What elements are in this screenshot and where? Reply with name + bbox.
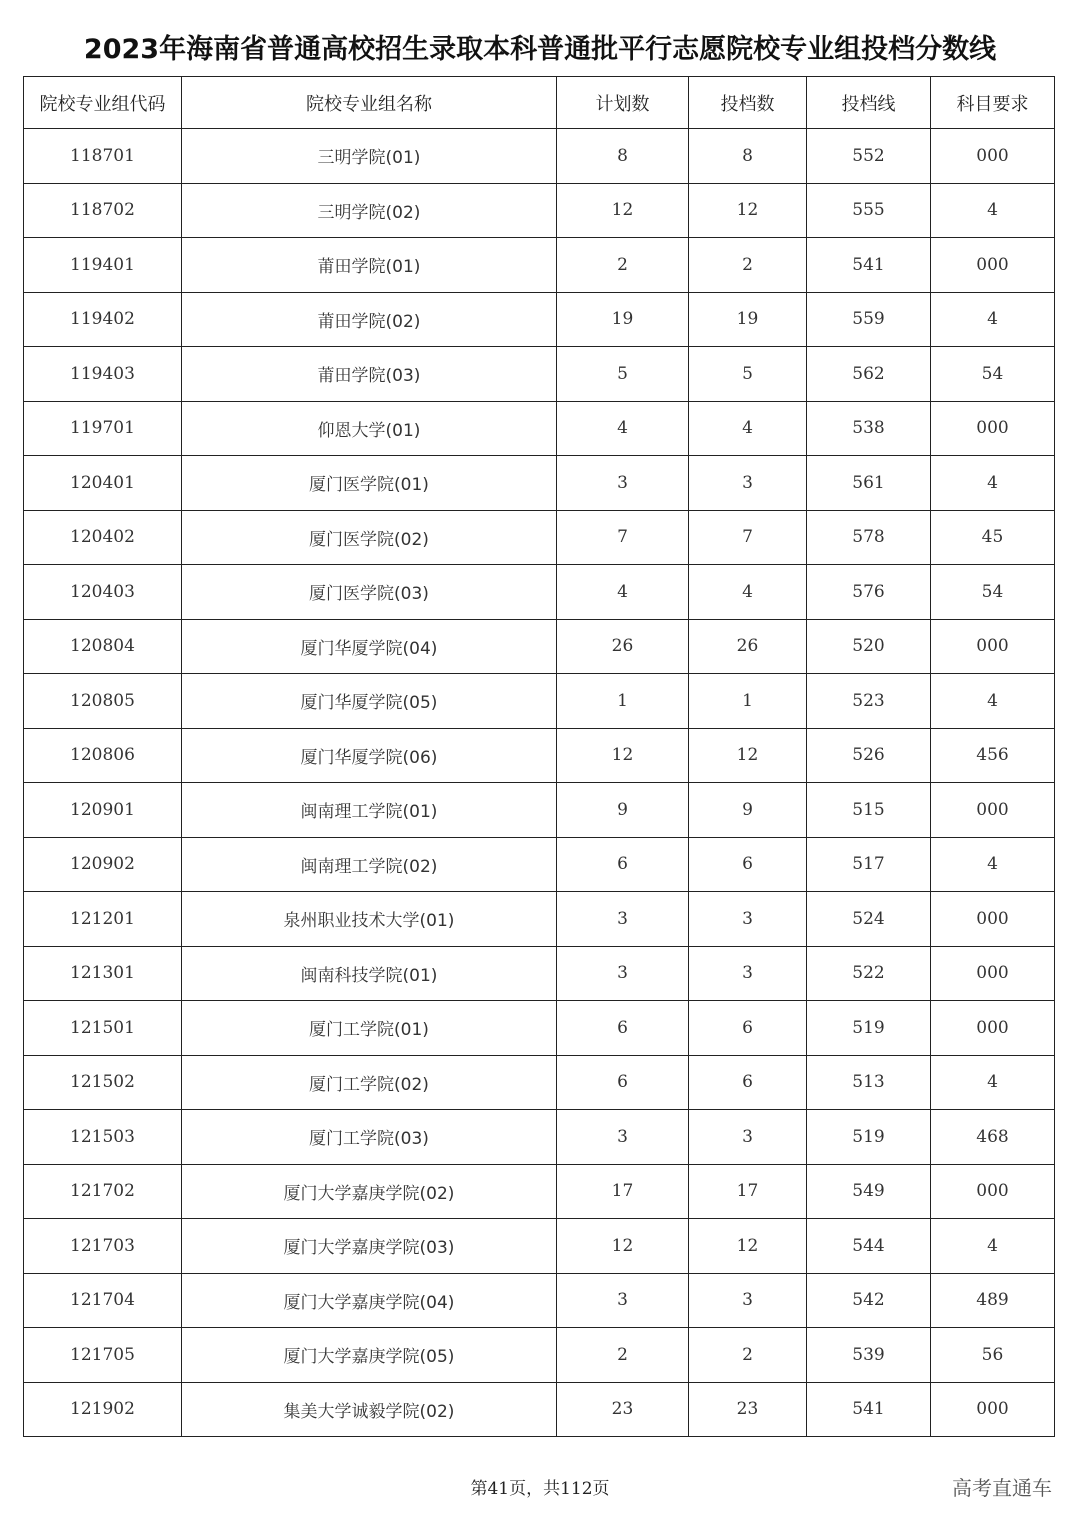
group-code-cell: 119401	[24, 238, 182, 293]
score-line-cell: 539	[807, 1328, 931, 1383]
table-row	[24, 674, 1055, 729]
header-admit-count: 投档数	[689, 77, 807, 129]
table-row	[24, 1001, 1055, 1056]
subject-req-cell: 468	[931, 1110, 1055, 1165]
subject-req-cell: 000	[931, 1382, 1055, 1437]
admit-count-cell: 12	[689, 183, 807, 238]
plan-count-cell: 9	[557, 783, 689, 838]
subject-req-cell: 56	[931, 1328, 1055, 1383]
subject-req-cell: 4	[931, 674, 1055, 729]
score-line-cell: 542	[807, 1273, 931, 1328]
group-code-cell: 118701	[24, 129, 182, 184]
score-line-cell: 578	[807, 510, 931, 565]
group-code-cell: 119701	[24, 401, 182, 456]
plan-count-cell: 26	[557, 619, 689, 674]
group-name-cell: 厦门工学院(02)	[182, 1055, 557, 1110]
plan-count-cell: 3	[557, 1273, 689, 1328]
subject-req-cell: 000	[931, 946, 1055, 1001]
group-code-cell: 121705	[24, 1328, 182, 1383]
group-code-cell: 120902	[24, 837, 182, 892]
plan-count-cell: 7	[557, 510, 689, 565]
header-score-line: 投档线	[807, 77, 931, 129]
plan-count-cell: 3	[557, 1110, 689, 1165]
table-row	[24, 456, 1055, 511]
group-name-cell: 三明学院(02)	[182, 183, 557, 238]
group-code-cell: 120901	[24, 783, 182, 838]
plan-count-cell: 6	[557, 837, 689, 892]
table-row	[24, 1055, 1055, 1110]
subject-req-cell: 54	[931, 347, 1055, 402]
group-code-cell: 119402	[24, 292, 182, 347]
admit-count-cell: 6	[689, 1055, 807, 1110]
subject-req-cell: 000	[931, 892, 1055, 947]
group-code-cell: 121501	[24, 1001, 182, 1056]
admit-count-cell: 6	[689, 837, 807, 892]
score-line-cell: 541	[807, 238, 931, 293]
admit-count-cell: 4	[689, 565, 807, 620]
header-subject-req: 科目要求	[931, 77, 1055, 129]
subject-req-cell: 000	[931, 238, 1055, 293]
table-row	[24, 783, 1055, 838]
table-row	[24, 1110, 1055, 1165]
score-line-cell: 526	[807, 728, 931, 783]
group-name-cell: 三明学院(01)	[182, 129, 557, 184]
score-line-cell: 561	[807, 456, 931, 511]
group-code-cell: 121902	[24, 1382, 182, 1437]
admit-count-cell: 2	[689, 1328, 807, 1383]
subject-req-cell: 4	[931, 837, 1055, 892]
table-row	[24, 946, 1055, 1001]
header-row	[24, 77, 1055, 129]
document-title: 2023年海南省普通高校招生录取本科普通批平行志愿院校专业组投档分数线	[83, 34, 997, 65]
subject-req-cell: 000	[931, 1001, 1055, 1056]
group-code-cell: 121503	[24, 1110, 182, 1165]
score-line-cell: 555	[807, 183, 931, 238]
admit-count-cell: 1	[689, 674, 807, 729]
group-name-cell: 厦门大学嘉庚学院(03)	[182, 1219, 557, 1274]
score-line-cell: 520	[807, 619, 931, 674]
score-line-cell: 576	[807, 565, 931, 620]
group-name-cell: 厦门华厦学院(04)	[182, 619, 557, 674]
score-line-cell: 538	[807, 401, 931, 456]
plan-count-cell: 12	[557, 728, 689, 783]
score-line-cell: 522	[807, 946, 931, 1001]
subject-req-cell: 000	[931, 129, 1055, 184]
plan-count-cell: 12	[557, 183, 689, 238]
plan-count-cell: 6	[557, 1055, 689, 1110]
admit-count-cell: 12	[689, 1219, 807, 1274]
plan-count-cell: 5	[557, 347, 689, 402]
group-code-cell: 121301	[24, 946, 182, 1001]
admit-count-cell: 7	[689, 510, 807, 565]
admit-count-cell: 3	[689, 1273, 807, 1328]
table-row	[24, 837, 1055, 892]
admit-count-cell: 3	[689, 946, 807, 1001]
admit-count-cell: 6	[689, 1001, 807, 1056]
table-row	[24, 238, 1055, 293]
plan-count-cell: 6	[557, 1001, 689, 1056]
subject-req-cell: 4	[931, 1219, 1055, 1274]
group-code-cell: 118702	[24, 183, 182, 238]
score-line-cell: 519	[807, 1001, 931, 1056]
table-row	[24, 129, 1055, 184]
table-row	[24, 347, 1055, 402]
subject-req-cell: 456	[931, 728, 1055, 783]
page-footer: 第41页，共112页	[470, 1479, 610, 1499]
score-line-cell: 517	[807, 837, 931, 892]
group-name-cell: 集美大学诚毅学院(02)	[182, 1382, 557, 1437]
group-code-cell: 120805	[24, 674, 182, 729]
admit-count-cell: 23	[689, 1382, 807, 1437]
admit-count-cell: 3	[689, 456, 807, 511]
group-name-cell: 莆田学院(03)	[182, 347, 557, 402]
score-table	[23, 76, 1055, 1437]
plan-count-cell: 8	[557, 129, 689, 184]
plan-count-cell: 4	[557, 401, 689, 456]
group-code-cell: 120804	[24, 619, 182, 674]
group-code-cell: 120402	[24, 510, 182, 565]
group-name-cell: 闽南理工学院(01)	[182, 783, 557, 838]
table-row	[24, 401, 1055, 456]
subject-req-cell: 000	[931, 401, 1055, 456]
plan-count-cell: 4	[557, 565, 689, 620]
plan-count-cell: 12	[557, 1219, 689, 1274]
group-code-cell: 121702	[24, 1164, 182, 1219]
subject-req-cell: 000	[931, 1164, 1055, 1219]
score-line-cell: 552	[807, 129, 931, 184]
table-row	[24, 292, 1055, 347]
group-name-cell: 莆田学院(01)	[182, 238, 557, 293]
group-name-cell: 厦门工学院(03)	[182, 1110, 557, 1165]
header-group-code: 院校专业组代码	[24, 77, 182, 129]
group-code-cell: 121201	[24, 892, 182, 947]
admit-count-cell: 2	[689, 238, 807, 293]
plan-count-cell: 2	[557, 238, 689, 293]
admit-count-cell: 12	[689, 728, 807, 783]
admit-count-cell: 8	[689, 129, 807, 184]
score-line-cell: 513	[807, 1055, 931, 1110]
score-line-cell: 549	[807, 1164, 931, 1219]
group-code-cell: 120403	[24, 565, 182, 620]
plan-count-cell: 23	[557, 1382, 689, 1437]
table-row	[24, 1164, 1055, 1219]
plan-count-cell: 3	[557, 892, 689, 947]
table-row	[24, 728, 1055, 783]
subject-req-cell: 4	[931, 183, 1055, 238]
subject-req-cell: 4	[931, 1055, 1055, 1110]
admit-count-cell: 3	[689, 1110, 807, 1165]
subject-req-cell: 4	[931, 456, 1055, 511]
group-name-cell: 泉州职业技术大学(01)	[182, 892, 557, 947]
table-row	[24, 1382, 1055, 1437]
plan-count-cell: 3	[557, 946, 689, 1001]
subject-req-cell: 000	[931, 783, 1055, 838]
table-row	[24, 892, 1055, 947]
group-code-cell: 121704	[24, 1273, 182, 1328]
group-code-cell: 121502	[24, 1055, 182, 1110]
score-line-cell: 515	[807, 783, 931, 838]
table-header	[24, 77, 1055, 129]
subject-req-cell: 4	[931, 292, 1055, 347]
group-code-cell: 121703	[24, 1219, 182, 1274]
admit-count-cell: 9	[689, 783, 807, 838]
table-row	[24, 1273, 1055, 1328]
table-row	[24, 183, 1055, 238]
score-line-cell: 523	[807, 674, 931, 729]
watermark-label: 高考直通车	[952, 1476, 1052, 1500]
group-name-cell: 厦门医学院(01)	[182, 456, 557, 511]
table-row	[24, 1328, 1055, 1383]
plan-count-cell: 2	[557, 1328, 689, 1383]
group-name-cell: 仰恩大学(01)	[182, 401, 557, 456]
subject-req-cell: 45	[931, 510, 1055, 565]
group-code-cell: 120401	[24, 456, 182, 511]
table-body	[24, 129, 1055, 1437]
table-row	[24, 619, 1055, 674]
table-row	[24, 510, 1055, 565]
group-name-cell: 闽南理工学院(02)	[182, 837, 557, 892]
group-code-cell: 120806	[24, 728, 182, 783]
admit-count-cell: 3	[689, 892, 807, 947]
admit-count-cell: 26	[689, 619, 807, 674]
admit-count-cell: 5	[689, 347, 807, 402]
header-plan-count: 计划数	[557, 77, 689, 129]
header-group-name: 院校专业组名称	[182, 77, 557, 129]
group-name-cell: 厦门大学嘉庚学院(04)	[182, 1273, 557, 1328]
plan-count-cell: 19	[557, 292, 689, 347]
score-line-cell: 544	[807, 1219, 931, 1274]
subject-req-cell: 489	[931, 1273, 1055, 1328]
admit-count-cell: 4	[689, 401, 807, 456]
score-line-cell: 541	[807, 1382, 931, 1437]
table-row	[24, 565, 1055, 620]
group-name-cell: 厦门医学院(03)	[182, 565, 557, 620]
score-line-cell: 559	[807, 292, 931, 347]
score-line-cell: 519	[807, 1110, 931, 1165]
plan-count-cell: 1	[557, 674, 689, 729]
subject-req-cell: 54	[931, 565, 1055, 620]
group-name-cell: 厦门华厦学院(06)	[182, 728, 557, 783]
score-line-cell: 562	[807, 347, 931, 402]
admit-count-cell: 17	[689, 1164, 807, 1219]
group-name-cell: 莆田学院(02)	[182, 292, 557, 347]
score-line-cell: 524	[807, 892, 931, 947]
group-code-cell: 119403	[24, 347, 182, 402]
group-name-cell: 厦门工学院(01)	[182, 1001, 557, 1056]
admit-count-cell: 19	[689, 292, 807, 347]
group-name-cell: 厦门大学嘉庚学院(02)	[182, 1164, 557, 1219]
plan-count-cell: 3	[557, 456, 689, 511]
subject-req-cell: 000	[931, 619, 1055, 674]
table-row	[24, 1219, 1055, 1274]
group-name-cell: 闽南科技学院(01)	[182, 946, 557, 1001]
plan-count-cell: 17	[557, 1164, 689, 1219]
group-name-cell: 厦门华厦学院(05)	[182, 674, 557, 729]
group-name-cell: 厦门医学院(02)	[182, 510, 557, 565]
group-name-cell: 厦门大学嘉庚学院(05)	[182, 1328, 557, 1383]
